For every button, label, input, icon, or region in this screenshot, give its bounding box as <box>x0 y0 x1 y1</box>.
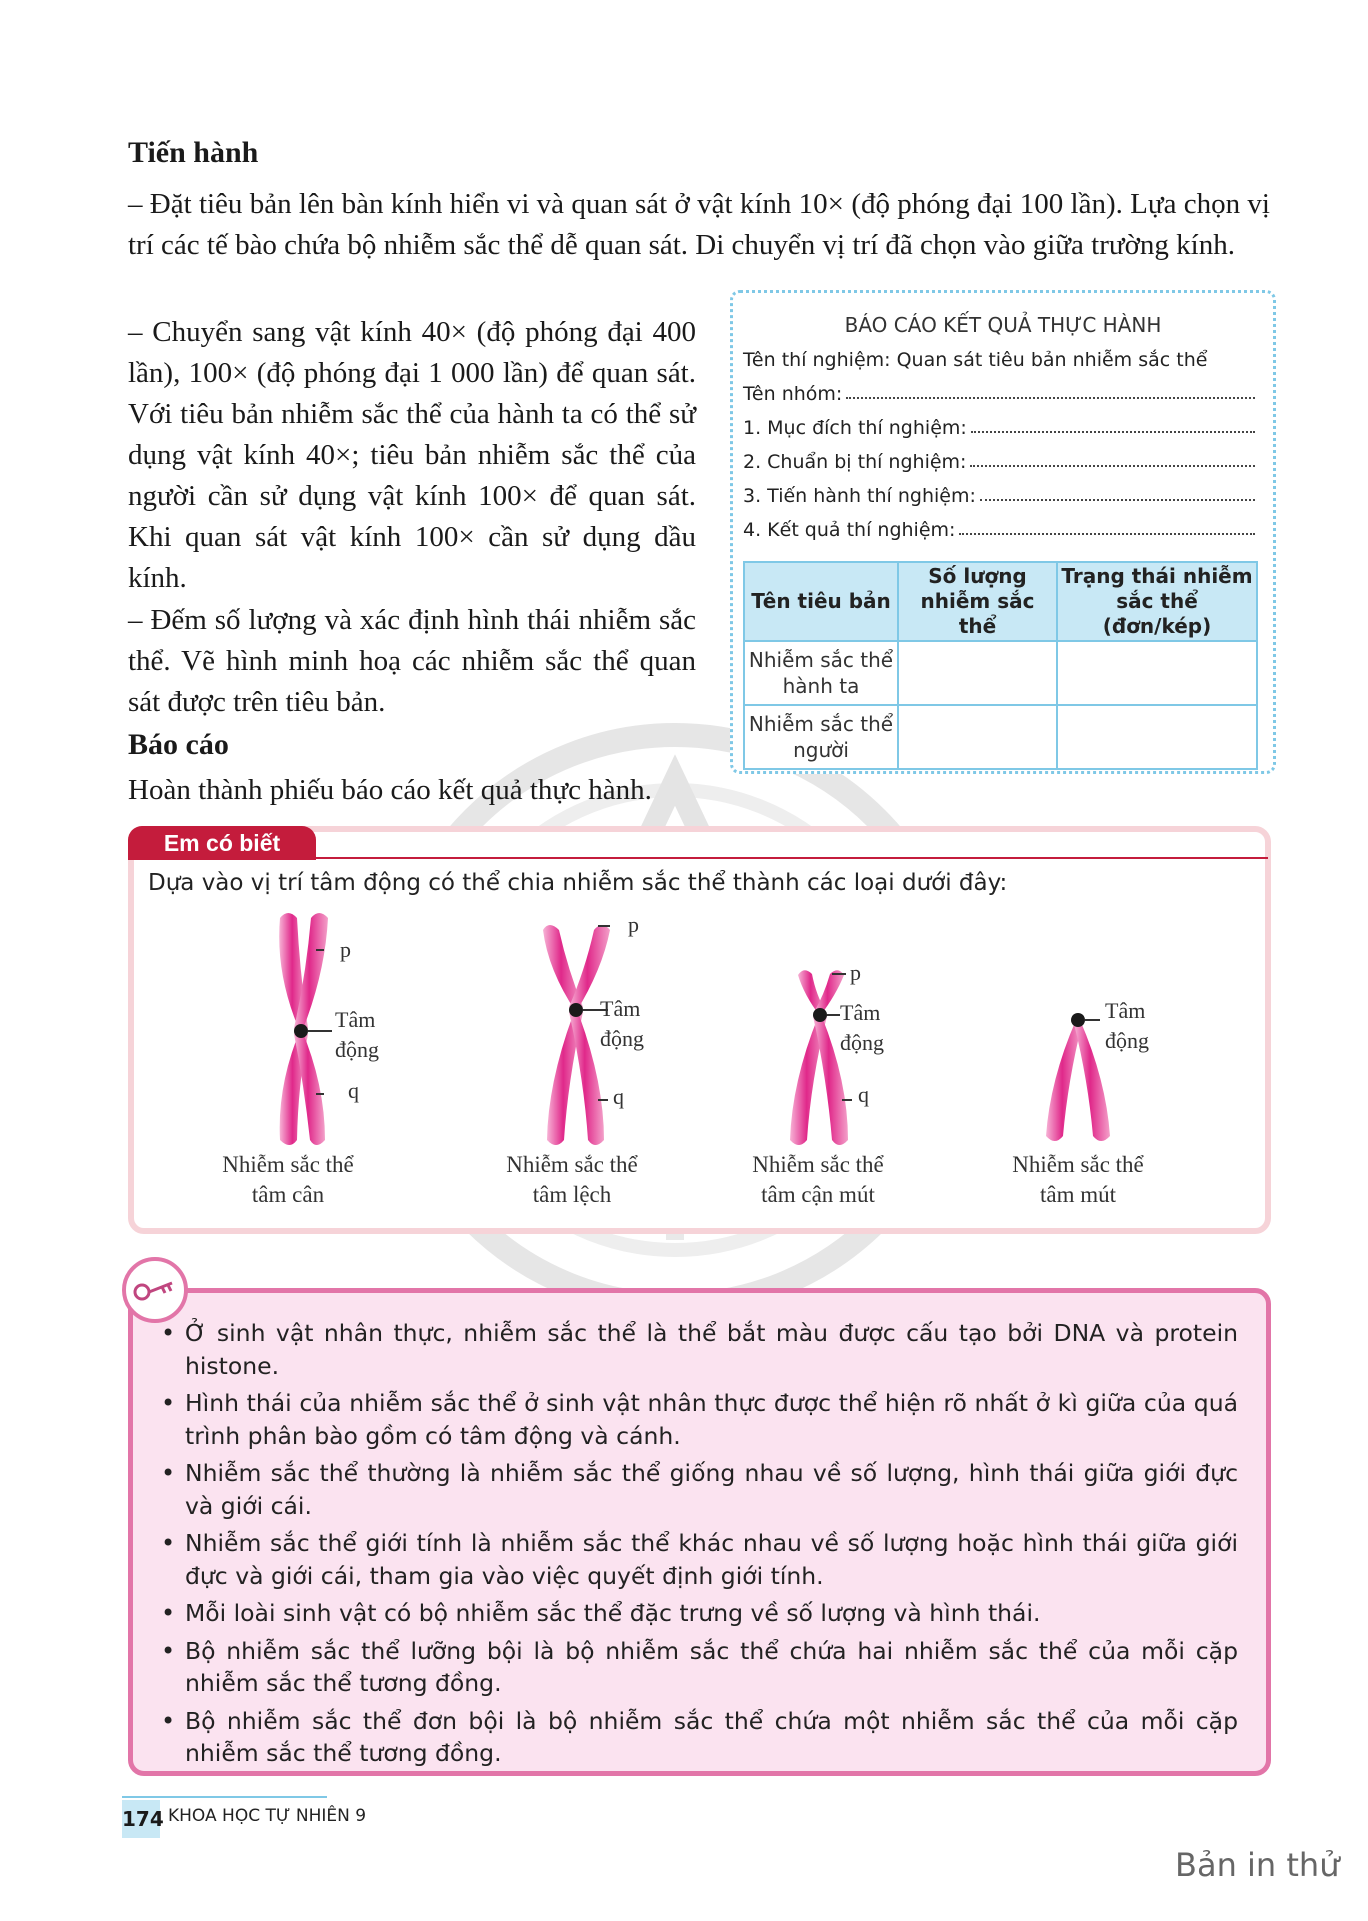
book-title: KHOA HỌC TỰ NHIÊN 9 <box>168 1806 367 1826</box>
label-centromere: Tâm động <box>840 1000 884 1055</box>
table-cell <box>1057 641 1257 705</box>
table-header: Tên tiêu bản <box>744 562 898 641</box>
list-item: • Hình thái của nhiễm sắc thể ở sinh vật nhân thực được thể hiện rõ nhất ở kì giữa của quá trình phân bào gồm có tâm động và cánh. <box>161 1387 1238 1452</box>
label-p: p <box>850 960 861 985</box>
did-you-know-tab: Em có biết <box>128 826 316 860</box>
report-text: Hoàn thành phiếu báo cáo kết quả thực hành. <box>128 774 652 806</box>
label-centromere: Tâm động <box>1105 998 1149 1053</box>
procedure-heading: Tiến hành <box>128 136 259 169</box>
report-table <box>743 561 1258 770</box>
procedure-paragraph-3: – Đếm số lượng và xác định hình thái nhiễm sắc thể. Vẽ hình minh hoạ các nhiễm sắc thể quan sát được trên tiêu bản. <box>128 604 696 718</box>
did-you-know-intro: Dựa vào vị trí tâm động có thể chia nhiễm sắc thể thành các loại dưới đây: <box>148 870 1008 896</box>
did-you-know-divider <box>316 857 1268 859</box>
label-q: q <box>348 1078 359 1103</box>
procedure-paragraph-1: – Đặt tiêu bản lên bàn kính hiển vi và quan sát ở vật kính 10× (độ phóng đại 100 lần). Lựa chọn vị trí các tế bào chứa bộ nhiễm sắc thể dễ quan sát. Di chuyển vị trí đã chọn vào giữa trường kính. <box>128 188 1270 261</box>
experiment-name: Tên thí nghiệm: Quan sát tiêu bản nhiễm sắc thể <box>743 349 1208 371</box>
table-cell: Nhiễm sắc thể người <box>744 705 898 769</box>
type-label-acrocentric: Nhiễm sắc thể tâm cận mút <box>752 1152 884 1207</box>
table-cell: Nhiễm sắc thể hành ta <box>744 641 898 705</box>
label-p: p <box>628 912 639 937</box>
result-field: 4. Kết quả thí nghiệm: <box>743 519 1255 541</box>
table-cell <box>898 705 1057 769</box>
list-item: • Bộ nhiễm sắc thể lưỡng bội là bộ nhiễm sắc thể chứa hai nhiễm sắc thể của mỗi cặp nhiễm sắc thể tương đồng. <box>161 1635 1238 1700</box>
draft-label: Bản in thử <box>1175 1846 1340 1884</box>
label-p: p <box>340 937 351 962</box>
table-row <box>744 641 1257 705</box>
report-heading: Báo cáo <box>128 728 229 761</box>
label-centromere: Tâm động <box>335 1007 379 1062</box>
key-icon <box>122 1257 188 1323</box>
list-item: • Bộ nhiễm sắc thể đơn bội là bộ nhiễm sắc thể chứa một nhiễm sắc thể của mỗi cặp nhiễm sắc thể tương đồng. <box>161 1705 1238 1770</box>
table-cell <box>1057 705 1257 769</box>
type-label-submetacentric: Nhiễm sắc thể tâm lệch <box>506 1152 638 1207</box>
list-item: • Mỗi loài sinh vật có bộ nhiễm sắc thể đặc trưng về số lượng và hình thái. <box>161 1597 1238 1630</box>
list-item: • Nhiễm sắc thể thường là nhiễm sắc thể giống nhau về số lượng, hình thái giữa giới đực và giới cái. <box>161 1457 1238 1522</box>
table-header: Trạng thái nhiễm sắc thể (đơn/kép) <box>1057 562 1257 641</box>
metacentric-chromosome <box>279 913 332 1145</box>
label-centromere: Tâm động <box>600 996 644 1051</box>
type-label-telocentric: Nhiễm sắc thể tâm mút <box>1012 1152 1144 1207</box>
page-number: 174 <box>122 1800 160 1838</box>
table-row <box>744 705 1257 769</box>
table-cell <box>898 641 1057 705</box>
preparation-field: 2. Chuẩn bị thí nghiệm: <box>743 451 1255 473</box>
summary-list <box>161 1317 1238 1775</box>
purpose-field: 1. Mục đích thí nghiệm: <box>743 417 1255 439</box>
type-label-metacentric: Nhiễm sắc thể tâm cân <box>222 1152 354 1207</box>
telocentric-chromosome <box>1046 1013 1110 1141</box>
list-item: • Ở sinh vật nhân thực, nhiễm sắc thể là thể bắt màu được cấu tạo bởi DNA và protein histone. <box>161 1317 1238 1382</box>
table-header: Số lượng nhiễm sắc thể <box>898 562 1057 641</box>
procedure-field: 3. Tiến hành thí nghiệm: <box>743 485 1255 507</box>
label-q: q <box>613 1084 624 1109</box>
label-q: q <box>858 1082 869 1107</box>
chromosome-diagrams <box>128 900 1268 1160</box>
report-card <box>730 290 1276 774</box>
list-item: • Nhiễm sắc thể giới tính là nhiễm sắc thể khác nhau về số lượng hoặc hình thái giữa giới đực và giới cái, tham gia vào việc quyết định giới tính. <box>161 1527 1238 1592</box>
summary-box <box>128 1288 1271 1776</box>
footer-divider <box>122 1796 327 1798</box>
report-card-title: BÁO CÁO KẾT QUẢ THỰC HÀNH <box>844 313 1162 337</box>
procedure-paragraph-2: – Chuyển sang vật kính 40× (độ phóng đại 400 lần), 100× (độ phóng đại 1 000 lần) để quan sát. Với tiêu bản nhiễm sắc thể của hành ta có thể sử dụng vật kính 40×; tiêu bản nhiễm sắc thể của người cần sử dụng vật kính 100× để quan sát. Khi quan sát vật kính 100× cần sử dụng dầu kính. <box>128 316 696 594</box>
group-name-field: Tên nhóm: <box>743 383 1255 405</box>
